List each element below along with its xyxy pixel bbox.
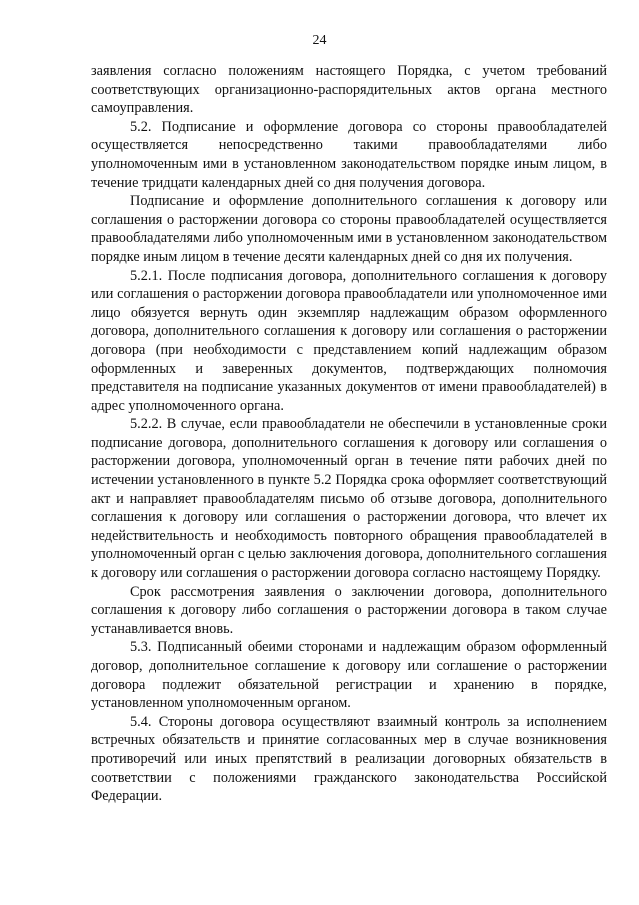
paragraph-5-3: 5.3. Подписанный обеими сторонами и надлежащим образом оформленный договор, дополнительное соглашение к договору или соглашение о расторжении договора подлежит обязательной регистрации и хранению в порядке, установленном уполномоченным органом. — [91, 639, 607, 712]
document-body — [91, 62, 607, 806]
paragraph-5-2: 5.2. Подписание и оформление договора со стороны правообладателей осуществляется непосредственно такими правообладателями либо уполномоченным ими в установленном законодательством порядке иным лицом, в течение тридцати календарных дней со дня получения договора. — [91, 118, 607, 191]
paragraph-review-period: Срок рассмотрения заявления о заключении договора, дополнительного соглашения к договору либо соглашения о расторжении договора в таком случае устанавливается вновь. — [91, 583, 607, 637]
page-number: 24 — [312, 33, 327, 48]
paragraph-additional-agreement: Подписание и оформление дополнительного соглашения к договору или соглашения о расторжении договора со стороны правообладателей осуществляется правообладателями либо уполномоченным ими в установленном законодательством порядке иным лицом в течение десяти календарных дней со дня их получения. — [91, 193, 607, 265]
paragraph-5-4: 5.4. Стороны договора осуществляют взаимный контроль за исполнением встречных обязательств и принятие согласованных мер в случае возникновения противоречий или иных препятствий в реализации договорных обязательств в соответствии с положениями гражданского законодательства Российской Федерации. — [91, 713, 607, 805]
paragraph-5-2-2: 5.2.2. В случае, если правообладатели не обеспечили в установленные сроки подписание договора, дополнительного соглашения к договору или соглашения о расторжении договора, уполномоченный орган в течение пяти рабочих дней по истечении установленного в пункте 5.2 Порядка срока оформляет соответствующий акт и направляет правообладателям письмо об отзыве договора, дополнительного соглашения к договору или соглашения о расторжении договора, что влечет их недействительность и необходимость повторного обращения правообладателей в уполномоченный орган с целью заключения договора, дополнительного соглашения к договору или соглашения о расторжении договора согласно настоящему Порядку. — [91, 416, 607, 582]
paragraph-continuation: заявления согласно положениям настоящего Порядка, с учетом требований соответствующих организационно-распорядительных актов органа местного самоуправления. — [91, 63, 607, 117]
paragraph-5-2-1: 5.2.1. После подписания договора, дополнительного соглашения к договору или соглашения о расторжении договора правообладатели или уполномоченное ими лицо обязуется вернуть один экземпляр надлежащим образом оформленного договора, дополнительного соглашения к договору или соглашения о расторжении договора (при необходимости с представлением копий надлежащим образом оформленных и заверенных документов, подтверждающих полномочия представителя на подписание указанных документов от имени правообладателей) в адрес уполномоченного органа. — [91, 267, 607, 414]
